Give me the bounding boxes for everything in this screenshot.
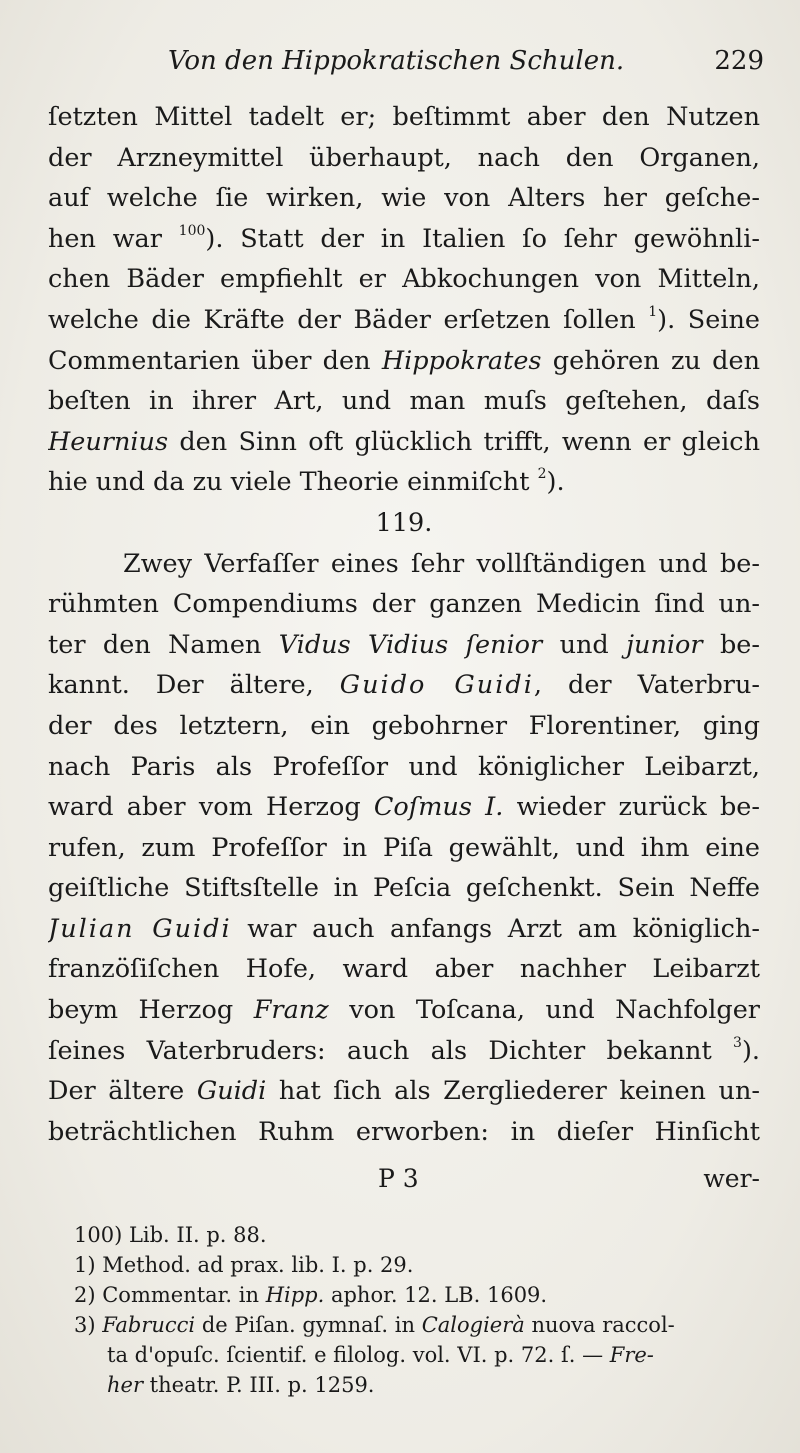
footnote-ref: 100 [178, 222, 206, 239]
section-number: 119. [375, 507, 433, 538]
text-line: chen Bäder empfiehlt er Abkochungen von Mitteln, [48, 264, 760, 295]
footnotes [74, 1220, 762, 1400]
text-line: rühmten Compendiums der ganzen Medicin ſind un- [48, 589, 760, 620]
text-line: beträchtlichen Ruhm erworben: in dieſer Hinſicht [48, 1116, 760, 1147]
footnote: 100) Lib. II. p. 88. [74, 1223, 267, 1247]
text-line: nach Paris als Profeſſor und königlicher Leibarzt, [48, 751, 760, 782]
footnote-ref: 2 [537, 466, 547, 483]
running-title: Von den Hippokratischen Schulen. [168, 46, 625, 76]
footnote-ref: 1 [648, 303, 658, 320]
footnote: 1) Method. ad prax. lib. I. p. 29. [74, 1253, 414, 1277]
footnote: 3) Fabrucci de Piſan. gymnaſ. in Calogierà nuova raccol- [74, 1313, 675, 1337]
page-number: 229 [714, 46, 764, 76]
body-text [48, 97, 760, 1152]
footnote-continuation: her theatr. P. III. p. 1259. [107, 1373, 375, 1397]
text-line: Zwey Verfaſſer eines ſehr vollſtändigen und be- [123, 548, 760, 579]
text-line: geiſtliche Stiftsſtelle in Peſcia geſchenkt. Sein Neffe [48, 873, 760, 904]
catchword: wer- [703, 1164, 760, 1193]
text-line: hie und da zu viele Theorie einmiſcht $^2$). [48, 466, 565, 498]
text-line: ſetzten Mittel tadelt er; beſtimmt aber den Nutzen [48, 102, 760, 132]
text-line: ward aber vom Herzog Coſmus I. wieder zurück be- [48, 792, 760, 823]
footnote-continuation: ta d'opuſc. ſcientif. e filolog. vol. VI. p. 72. ſ. — Fre- [107, 1343, 654, 1367]
text-line: Der ältere Guidi hat ſich als Zergliederer keinen un- [48, 1076, 760, 1107]
text-line: rufen, zum Profeſſor in Piſa gewählt, und ihm eine [48, 832, 760, 863]
text-line: franzöſiſchen Hofe, ward aber nachher Leibarzt [48, 954, 760, 985]
text-line: welche die Kräfte der Bäder erſetzen ſollen $^1$). Seine [48, 303, 760, 335]
footnote: 2) Commentar. in Hipp. aphor. 12. LB. 1609. [74, 1283, 548, 1307]
text-line: Heurnius den Sinn oft glücklich trifft, wenn er gleich [48, 426, 760, 457]
text-line: ſeines Vaterbruders: auch als Dichter bekannt $^3$). [48, 1034, 760, 1066]
text-line: kannt. Der ältere, Guido Guidi, der Vaterbru- [48, 670, 760, 701]
text-line: der des letztern, ein gebohrner Florentiner, ging [48, 710, 760, 741]
text-line: ter den Namen Vidus Vidius ſenior und junior be- [48, 629, 760, 660]
text-line: der Arzneymittel überhaupt, nach den Organen, [48, 142, 760, 173]
text-line: auf welche ſie wirken, wie von Alters her geſche- [48, 183, 760, 214]
text-line: hen war $^{100}$). Statt der in Italien ſo ſehr gewöhnli- [48, 222, 760, 254]
page-header [48, 40, 764, 84]
signature-mark: P 3 [378, 1164, 419, 1193]
text-line: beym Herzog Franz von Toſcana, und Nachfolger [48, 995, 760, 1026]
text-line: Julian Guidi war auch anfangs Arzt am königlich- [48, 913, 760, 944]
text-line: beſten in ihrer Art, und man muſs geſtehen, daſs [48, 386, 760, 417]
catchline [48, 1164, 760, 1198]
text-line: Commentarien über den Hippokrates gehören zu den [48, 345, 760, 376]
footnote-ref: 3 [733, 1034, 742, 1051]
